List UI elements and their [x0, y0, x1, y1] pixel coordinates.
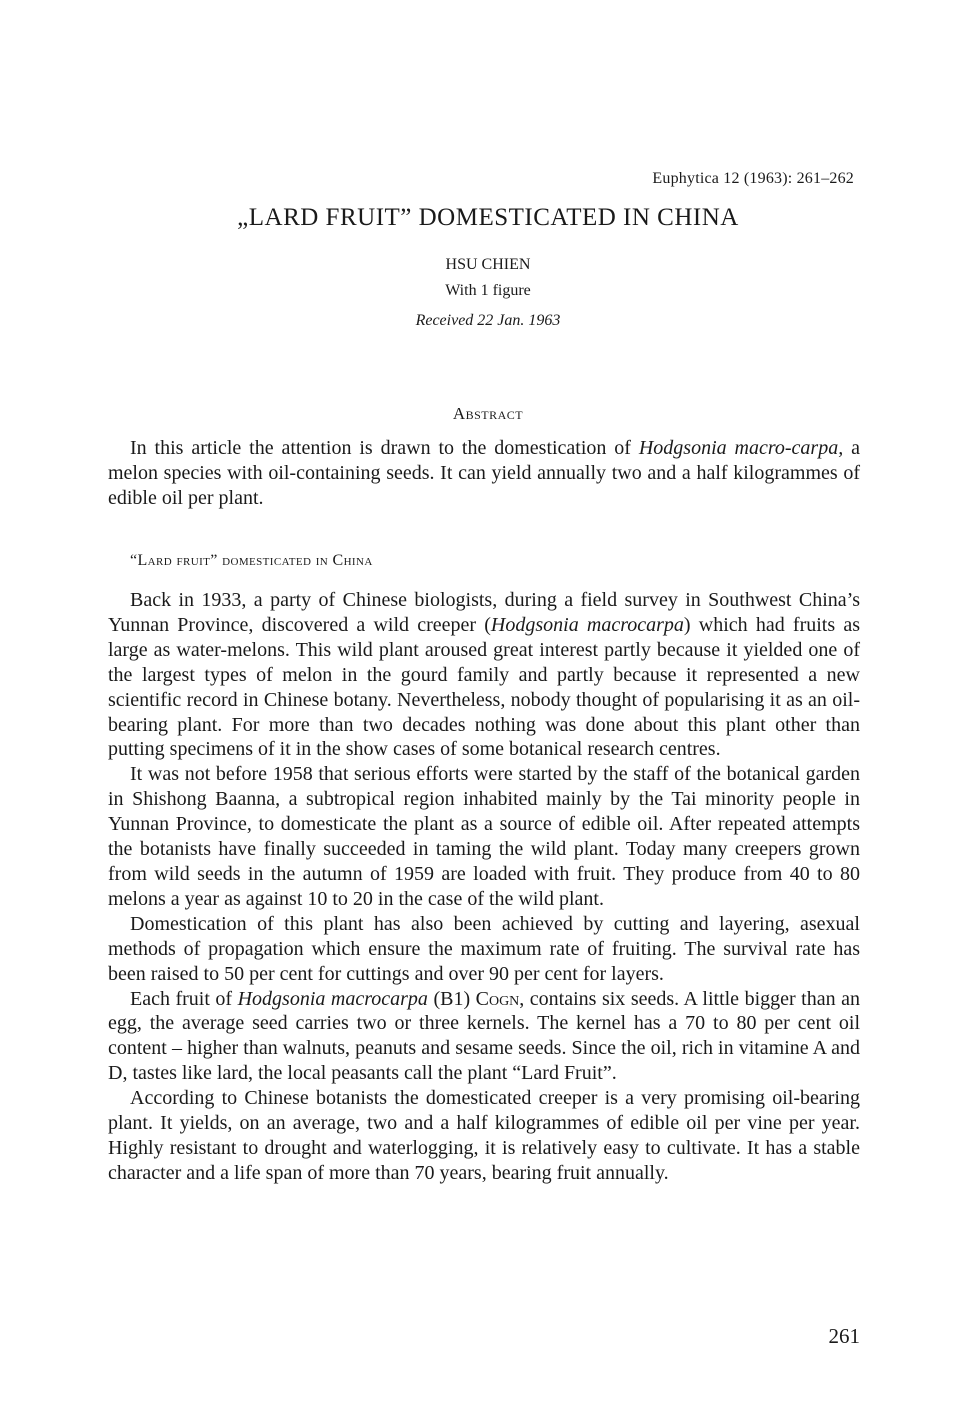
- paragraph-text: ) which had fruits as large as water-melons. This wild plant aroused great interest partly because it yielded one of the largest types of melon in the gourd family and partly because it represented a new scientific record in Chinese botany. Nevertheless, nobody thought of popularising it as an oil-bearing plant. For more than two decades nothing was done about this plant other than putting specimens of it in the show cases of some botanical research centres.: [108, 613, 860, 761]
- abstract-text-part: In this article the attention is drawn to the domestication of: [130, 437, 639, 459]
- abstract-text-part: a melon species with oil-containing seeds. It can yield annually two and a half kilogrammes of edible oil per plant.: [108, 437, 860, 509]
- paragraph-2: It was not before 1958 that serious efforts were started by the staff of the botanical garden in Shishong Baanna, a subtropical region inhabited mainly by the Tai minority people in Yunnan Province, to domesticate the plant as a source of edible oil. After repeated attempts the botanists have finally succeeded in taming the wild plant. Today many creepers grown from wild seeds in the autumn of 1959 are loaded with fruit. They produce from 40 to 80 melons a year as against 10 to 20 in the case of the wild plant.: [108, 763, 860, 910]
- received-date: Received 22 Jan. 1963: [415, 312, 561, 329]
- figure-note: With 1 figure: [445, 282, 531, 299]
- species-name: Hodgsonia macrocarpa: [237, 987, 428, 1010]
- paragraph-4: [108, 987, 860, 1087]
- paragraph-1: [108, 588, 860, 762]
- species-name: Hodgsonia macro-carpa,: [638, 437, 844, 459]
- journal-reference: Euphytica 12 (1963): 261–262: [652, 170, 854, 187]
- species-author: Cogn: [475, 987, 520, 1010]
- abstract-heading: Abstract: [452, 404, 524, 423]
- page-number: 261: [828, 1324, 860, 1348]
- paragraph-text: Back in 1933, a party of Chinese biologists, during a field survey in Southwest China’s Yunnan Province, discovered a wild creeper (: [108, 589, 860, 636]
- article-body: [108, 588, 860, 1186]
- paragraph-5: According to Chinese botanists the domesticated creeper is a very promising oil-bearing plant. It yields, on an average, two and a half kilogrammes of edible oil per vine per year. Highly resistant to drought and waterlogging, it is relatively easy to cultivate. It has a stable character and a life span of more than 70 years, bearing fruit annually.: [108, 1087, 860, 1184]
- article-title: „LARD FRUIT” DOMESTICATED IN CHINA: [237, 204, 739, 231]
- species-name: Hodgsonia macrocarpa: [490, 613, 684, 636]
- paragraph-text: (B1): [427, 987, 476, 1010]
- paragraph-text: , contains six seeds. A little bigger than an egg, the average seed carries two or three kernels. The kernel has a 70 to 80 per cent oil content – higher than walnuts, peanuts and sesame seeds. Since the oil, rich in vitamine A and D, tastes like lard, the local peasants call the plant “Lard Fruit”.: [108, 987, 860, 1085]
- author-name: HSU CHIEN: [445, 256, 531, 273]
- section-heading: “Lard fruit” domesticated in China: [130, 552, 373, 569]
- paragraph-3: Domestication of this plant has also been achieved by cutting and layering, asexual methods of propagation which ensure the maximum rate of fruiting. The survival rate has been raised to 50 per cent for cuttings and over 90 per cent for layers.: [108, 912, 860, 985]
- paragraph-text: Each fruit of: [130, 987, 238, 1010]
- abstract-text: [108, 436, 860, 511]
